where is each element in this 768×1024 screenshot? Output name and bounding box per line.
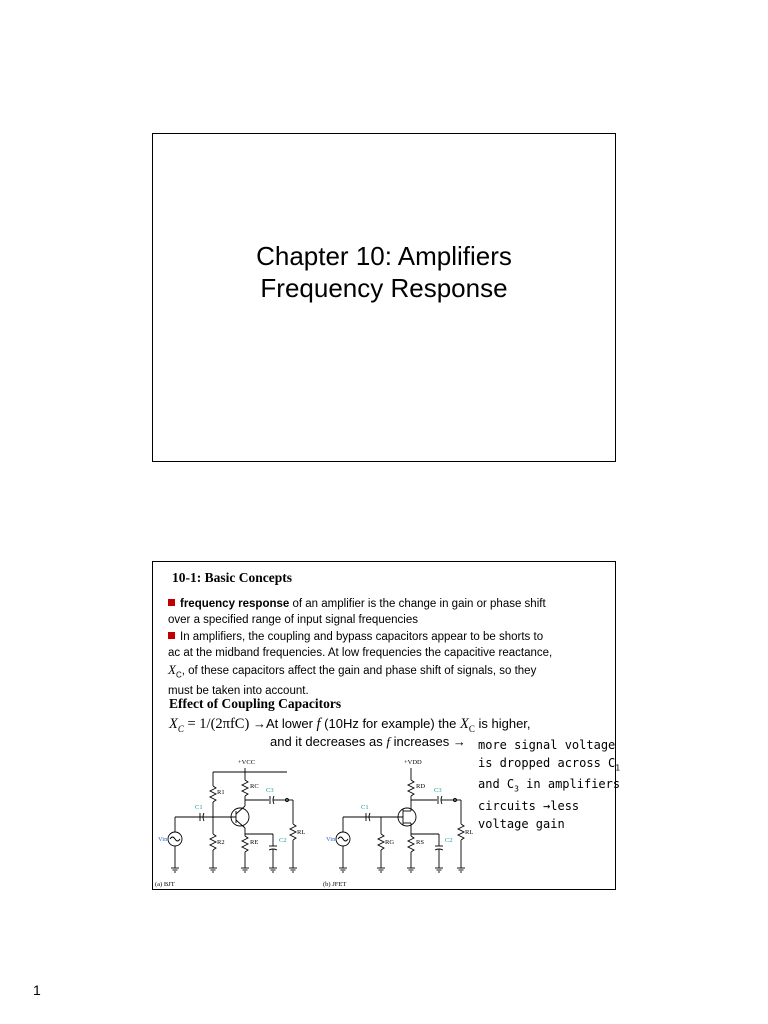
bullet1-text-1: of an amplifier is the change in gain or phase shift: [289, 598, 546, 610]
c1-sub: 1: [615, 762, 621, 772]
title-line-1: Chapter 10: Amplifiers: [256, 241, 512, 271]
reactance-formula: [169, 716, 531, 734]
line2-f: f: [386, 734, 390, 749]
gain-line-2-text: is dropped across C: [478, 755, 616, 770]
bullet2-text-3: , of these capacitors affect the gain and phase shift of signals, so they: [181, 664, 537, 677]
decreases-line: [270, 734, 466, 750]
f-symbol: f: [316, 716, 321, 732]
title-line-2: Frequency Response: [260, 273, 508, 303]
rl-label-a: RL: [297, 829, 306, 836]
re-label: RE: [250, 839, 259, 846]
gain-line-5: voltage gain: [478, 816, 565, 831]
gain-line-3-text: and C: [478, 777, 515, 792]
rl-label-b: RL: [465, 829, 474, 836]
c1-label-b: C1: [361, 804, 369, 811]
bullet1-text-2: over a specified range of input signal frequencies: [168, 614, 418, 627]
vin-label-b: Vin: [326, 836, 336, 843]
bullet2-text-2: ac at the midband frequencies. At low frequencies the capacitive reactance,: [168, 647, 553, 660]
bullet-frequency-response: [168, 596, 608, 700]
caption-jfet: (b) JFET: [323, 881, 347, 888]
bullet2-text-1: In amplifiers, the coupling and bypass capacitors appear to be shorts to: [180, 630, 544, 643]
c2-label-b: C2: [445, 837, 453, 844]
gain-line-1: more signal voltage: [478, 738, 616, 752]
rs-label: RS: [416, 839, 424, 846]
caption-bjt: (a) BJT: [155, 881, 175, 888]
xc2-x: X: [460, 716, 469, 732]
vcc-label: +VCC: [238, 759, 256, 766]
term-frequency-response: frequency response: [180, 598, 290, 610]
c3-label-b: C3: [434, 787, 442, 794]
r1-label: R1: [217, 789, 225, 796]
page-number: 1: [33, 982, 41, 998]
vdd-label: +VDD: [404, 759, 422, 766]
bullet-icon: [168, 599, 175, 606]
rg-label: RG: [385, 839, 395, 846]
gain-line-4: circuits →less: [478, 799, 580, 814]
formula-sub: C: [177, 723, 184, 734]
r2-label: R2: [217, 839, 225, 846]
arrow-text-c: is higher,: [474, 716, 531, 731]
gain-line-3-rest: in amplifiers: [518, 777, 621, 792]
rc-label: RC: [250, 783, 259, 790]
c2-label-a: C2: [279, 837, 287, 844]
xc-symbol: X: [168, 661, 176, 677]
formula-rest: = 1/(2πfC): [183, 716, 250, 732]
formula-x: X: [169, 716, 178, 732]
xc-subscript: C: [175, 669, 182, 679]
vin-label-a: Vin: [158, 836, 168, 843]
bullet-icon: [168, 632, 175, 639]
title-slide: [152, 133, 616, 462]
xc2-sub: C: [468, 723, 475, 734]
c3-label-a: C3: [266, 787, 274, 794]
line2-b: increases →: [389, 734, 466, 749]
arrow-text-a: →At lower: [252, 716, 317, 731]
line2-a: and it decreases as: [270, 734, 387, 749]
c1-label-a: C1: [195, 804, 203, 811]
slide-title: [153, 240, 615, 304]
subheading-coupling-capacitors: Effect of Coupling Capacitors: [169, 696, 342, 711]
rd-label: RD: [416, 783, 426, 790]
arrow-text-b: (10Hz for example) the: [320, 716, 460, 731]
bullet2-text-4: must be taken into account.: [168, 685, 309, 698]
basic-concepts-slide: [152, 561, 621, 890]
slide-heading: 10-1: Basic Concepts: [172, 570, 292, 585]
c3-sub: 3: [514, 784, 519, 794]
amplifier-circuits-diagram: [153, 750, 615, 890]
